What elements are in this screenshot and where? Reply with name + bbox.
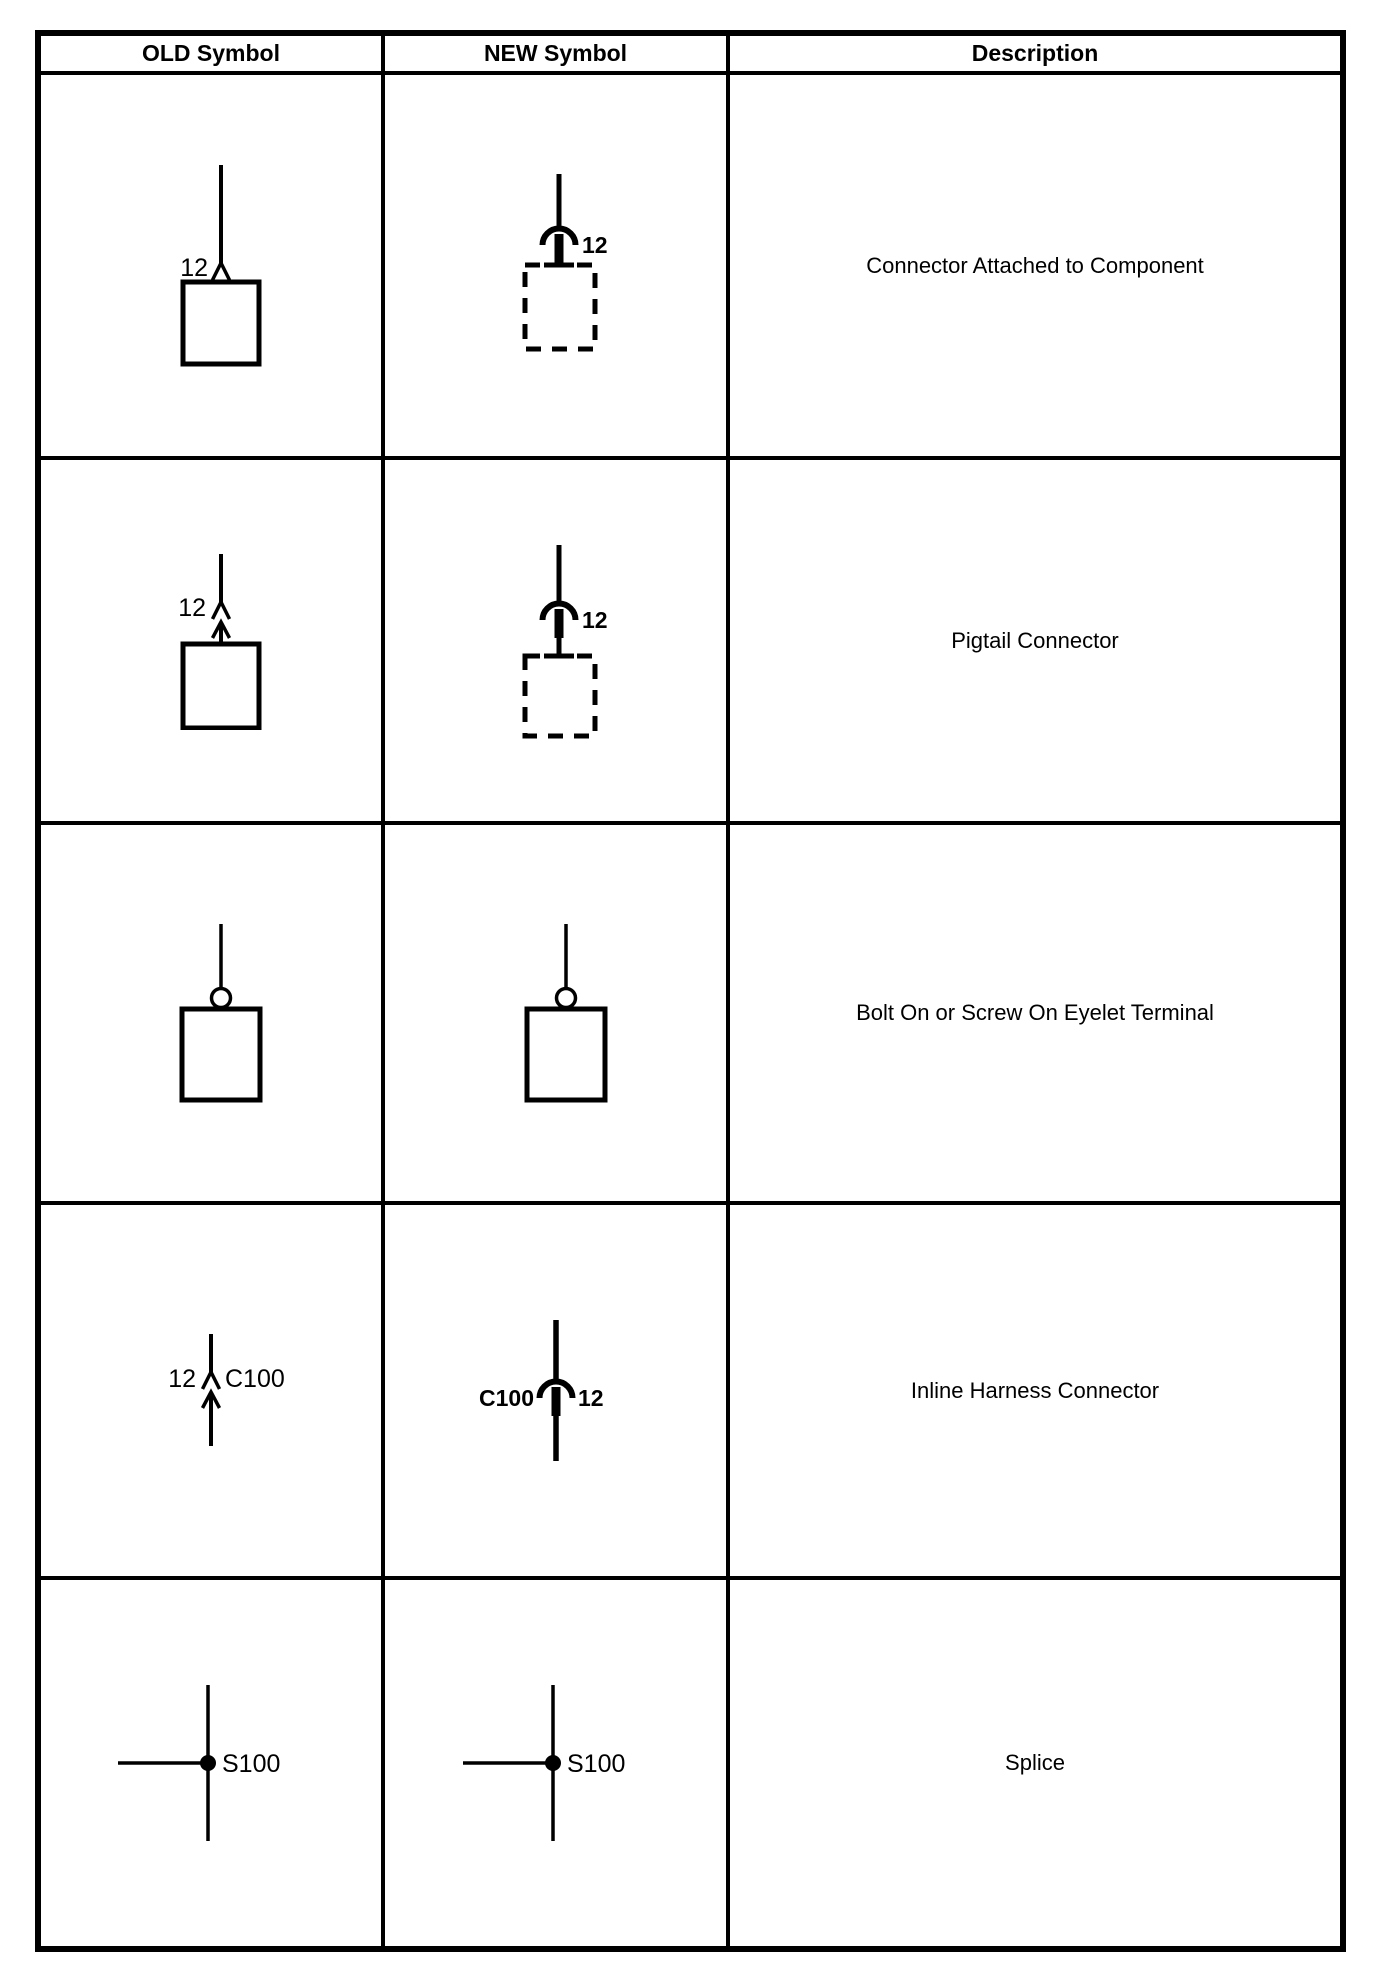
table-row-splice — [38, 1578, 1343, 1949]
fork-terminal — [213, 263, 230, 280]
table-row-inline-harness-connector — [38, 1203, 1343, 1578]
component-box — [527, 1009, 605, 1100]
splice-id-label: S100 — [222, 1750, 281, 1778]
component-box — [183, 282, 259, 364]
old-symbol-cell — [38, 73, 383, 458]
description-text: Connector Attached to Component — [866, 252, 1204, 278]
table-row-connector-attached — [38, 73, 1343, 458]
dashed-component-box — [525, 265, 595, 349]
splice-id-label: S100 — [566, 1750, 625, 1778]
old-symbol-cell — [38, 1578, 383, 1949]
old-eyelet-terminal-icon — [126, 922, 296, 1104]
connector-id-label: C100 — [225, 1364, 285, 1393]
old-symbol-cell — [38, 1203, 383, 1578]
connector-id-label: C100 — [478, 1385, 534, 1411]
old-pigtail-connector-icon — [126, 552, 296, 730]
fork-terminal — [203, 1372, 220, 1389]
header-row — [38, 33, 1343, 73]
pin-number-label: 12 — [581, 606, 608, 633]
pin-number-label: 12 — [178, 593, 206, 622]
old-inline-harness-connector-icon — [96, 1332, 326, 1450]
description-cell — [728, 1578, 1343, 1949]
col-header-new-symbol: NEW Symbol — [383, 33, 728, 73]
pin-number-label: 12 — [577, 1385, 604, 1411]
new-connector-attached-icon — [471, 168, 641, 363]
description-text: Bolt On or Screw On Eyelet Terminal — [856, 1000, 1214, 1025]
old-connector-attached-icon — [126, 163, 296, 368]
description-cell — [728, 458, 1343, 823]
new-symbol-cell — [383, 73, 728, 458]
pin-number-label: 12 — [168, 1364, 196, 1393]
table-row-pigtail-connector — [38, 458, 1343, 823]
table-row-eyelet-terminal — [38, 823, 1343, 1203]
component-box — [182, 1009, 260, 1100]
eyelet-ring — [212, 989, 231, 1008]
description-cell — [728, 73, 1343, 458]
description-cell — [728, 1203, 1343, 1578]
new-symbol-cell — [383, 1203, 728, 1578]
component-box — [183, 644, 259, 728]
description-text: Inline Harness Connector — [910, 1377, 1160, 1403]
splice-dot — [200, 1755, 216, 1771]
eyelet-ring — [556, 989, 575, 1008]
symbol-comparison-table — [35, 30, 1346, 1952]
new-symbol-cell — [383, 823, 728, 1203]
fork-terminal — [213, 602, 230, 619]
pin-number-label: 12 — [180, 254, 208, 282]
dashed-component-box — [525, 656, 595, 736]
old-symbol-cell — [38, 458, 383, 823]
new-inline-harness-connector-icon — [431, 1318, 681, 1463]
description-cell — [728, 823, 1343, 1203]
col-header-description: Description — [728, 33, 1343, 73]
old-splice-icon — [96, 1683, 326, 1843]
new-pigtail-connector-icon — [471, 542, 641, 740]
col-header-old-symbol: OLD Symbol — [38, 33, 383, 73]
splice-dot — [545, 1755, 561, 1771]
new-symbol-cell — [383, 1578, 728, 1949]
new-symbol-cell — [383, 458, 728, 823]
new-eyelet-terminal-icon — [471, 922, 641, 1104]
old-symbol-cell — [38, 823, 383, 1203]
new-splice-icon — [441, 1683, 671, 1843]
description-text: Pigtail Connector — [951, 627, 1119, 653]
description-text: Splice — [1005, 1750, 1065, 1775]
pin-number-label: 12 — [581, 232, 608, 258]
